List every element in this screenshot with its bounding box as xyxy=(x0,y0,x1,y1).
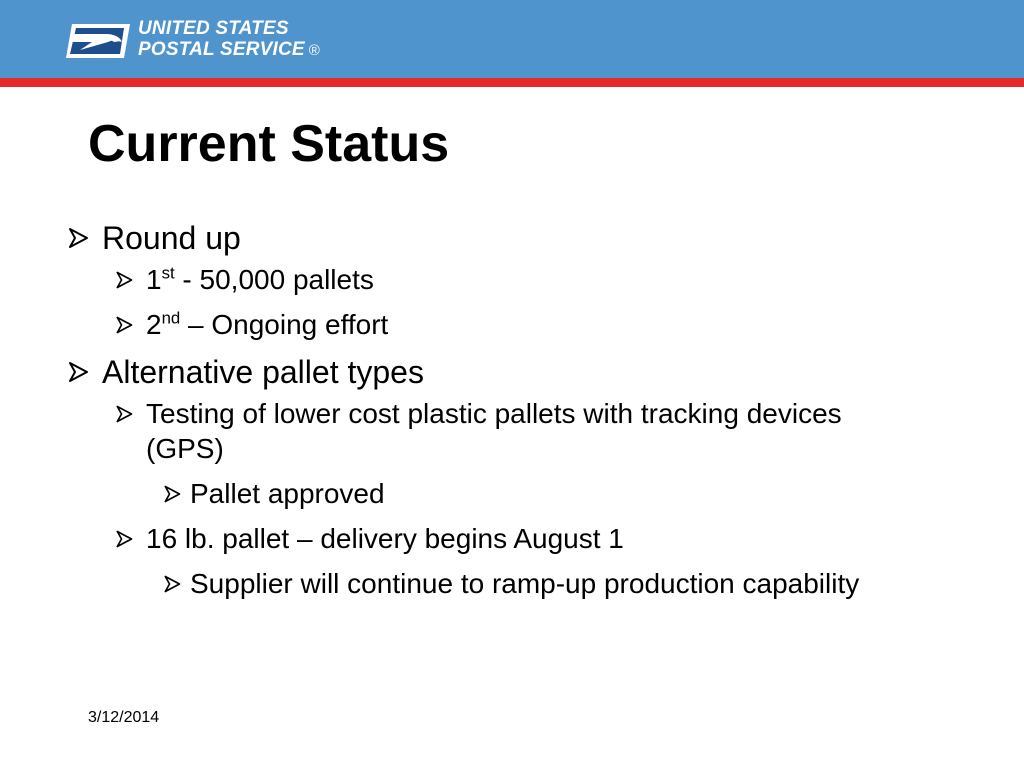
logo-wordmark xyxy=(138,18,321,64)
footer-date: 3/12/2014 xyxy=(88,709,160,726)
arrow-bullet-icon xyxy=(162,566,190,594)
eagle-logo-icon xyxy=(66,20,130,62)
bullet-text: Testing of lower cost plastic pallets with tracking devices (GPS) xyxy=(146,398,842,464)
logo-line-2: POSTAL SERVICE xyxy=(138,39,305,60)
bullet-text: 1st - 50,000 pallets xyxy=(146,263,374,295)
arrow-bullet-icon xyxy=(114,521,146,549)
bullet-testing xyxy=(114,396,894,466)
bullet-round-up xyxy=(66,218,966,258)
slide-title: Current Status xyxy=(88,115,450,173)
arrow-bullet-icon xyxy=(114,262,146,290)
bullet-label: Round up xyxy=(102,220,241,256)
arrow-bullet-icon xyxy=(114,396,146,424)
bullet-pallet-approved xyxy=(162,476,882,511)
bullet-16lb-pallet xyxy=(114,521,894,556)
registered-mark: ® xyxy=(308,42,321,59)
bullet-text: Supplier will continue to ramp-up production capability xyxy=(190,568,860,599)
bullet-text: 16 lb. pallet – delivery begins August 1 xyxy=(146,523,624,554)
header-red-stripe xyxy=(0,78,1024,87)
bullet-round-up-second xyxy=(114,307,894,342)
bullet-text: Pallet approved xyxy=(190,478,385,509)
bullet-supplier xyxy=(162,566,882,601)
bullet-label: Alternative pallet types xyxy=(102,354,424,390)
usps-logo xyxy=(66,18,321,64)
bullet-round-up-first xyxy=(114,262,894,297)
arrow-bullet-icon xyxy=(66,218,102,250)
arrow-bullet-icon xyxy=(66,352,102,384)
bullet-text: 2nd – Ongoing effort xyxy=(146,308,389,340)
bullet-list xyxy=(66,218,966,611)
arrow-bullet-icon xyxy=(114,307,146,335)
bullet-alternative-pallets xyxy=(66,352,966,392)
arrow-bullet-icon xyxy=(162,476,190,504)
logo-line-1: UNITED STATES xyxy=(138,18,289,39)
